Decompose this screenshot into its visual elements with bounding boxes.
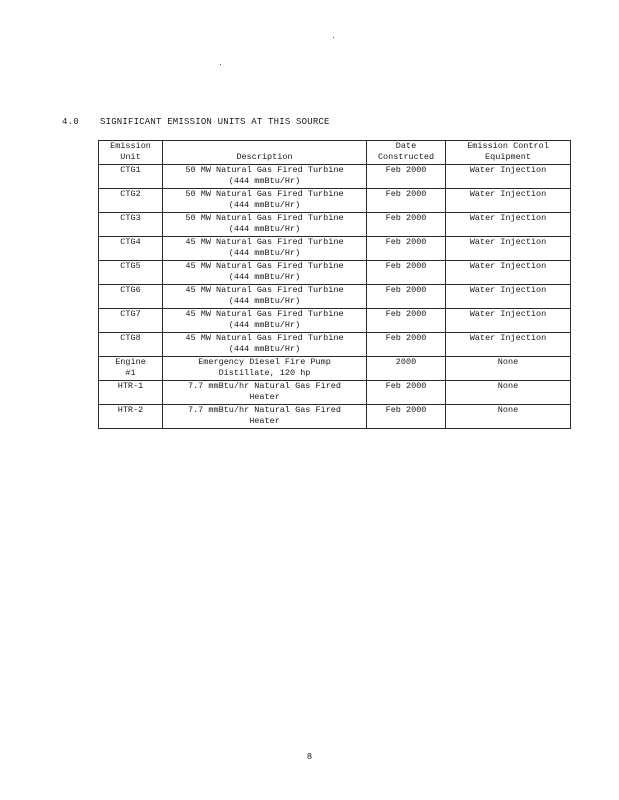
table-row [99, 165, 571, 189]
table-header-row [99, 141, 571, 165]
description-cell: 45 MW Natural Gas Fired Turbine (444 mmBtu/Hr) [163, 309, 367, 333]
description-cell: 45 MW Natural Gas Fired Turbine (444 mmBtu/Hr) [163, 285, 367, 309]
section-heading [62, 117, 330, 127]
date-constructed-cell: Feb 2000 [367, 381, 446, 405]
table-row [99, 357, 571, 381]
description-cell: 50 MW Natural Gas Fired Turbine (444 mmBtu/Hr) [163, 213, 367, 237]
date-constructed-cell: Feb 2000 [367, 309, 446, 333]
section-title: SIGNIFICANT EMISSION UNITS AT THIS SOURCE [100, 117, 330, 127]
description-cell: 7.7 mmBtu/hr Natural Gas Fired Heater [163, 381, 367, 405]
table-row [99, 309, 571, 333]
table-row [99, 405, 571, 429]
scan-speck [333, 37, 334, 38]
description-cell: 45 MW Natural Gas Fired Turbine (444 mmBtu/Hr) [163, 333, 367, 357]
emission-unit-cell: CTG3 [99, 213, 163, 237]
control-equipment-cell: Water Injection [446, 237, 571, 261]
emission-unit-cell: CTG8 [99, 333, 163, 357]
header-control-equipment: Emission Control Equipment [446, 141, 571, 165]
description-cell: 50 MW Natural Gas Fired Turbine (444 mmBtu/Hr) [163, 165, 367, 189]
description-cell: 50 MW Natural Gas Fired Turbine (444 mmBtu/Hr) [163, 189, 367, 213]
date-constructed-cell: Feb 2000 [367, 165, 446, 189]
table-row [99, 213, 571, 237]
control-equipment-cell: Water Injection [446, 309, 571, 333]
description-cell: Emergency Diesel Fire Pump Distillate, 120 hp [163, 357, 367, 381]
date-constructed-cell: Feb 2000 [367, 405, 446, 429]
control-equipment-cell: Water Injection [446, 165, 571, 189]
date-constructed-cell: 2000 [367, 357, 446, 381]
date-constructed-cell: Feb 2000 [367, 261, 446, 285]
date-constructed-cell: Feb 2000 [367, 213, 446, 237]
emission-units-table [98, 140, 571, 429]
control-equipment-cell: Water Injection [446, 333, 571, 357]
table-row [99, 189, 571, 213]
control-equipment-cell: None [446, 381, 571, 405]
date-constructed-cell: Feb 2000 [367, 285, 446, 309]
description-cell: 45 MW Natural Gas Fired Turbine (444 mmBtu/Hr) [163, 237, 367, 261]
table-row [99, 285, 571, 309]
emission-unit-cell: CTG2 [99, 189, 163, 213]
emission-unit-cell: HTR-1 [99, 381, 163, 405]
header-description: Description [163, 141, 367, 165]
section-number: 4.0 [62, 117, 79, 127]
table-row [99, 381, 571, 405]
control-equipment-cell: Water Injection [446, 285, 571, 309]
table-body [99, 165, 571, 429]
control-equipment-cell: Water Injection [446, 213, 571, 237]
control-equipment-cell: Water Injection [446, 189, 571, 213]
page-number: 8 [306, 752, 313, 762]
table-row [99, 333, 571, 357]
emission-unit-cell: CTG7 [99, 309, 163, 333]
header-emission-unit: Emission Unit [99, 141, 163, 165]
emission-unit-cell: HTR-2 [99, 405, 163, 429]
emission-unit-cell: CTG5 [99, 261, 163, 285]
table-row [99, 261, 571, 285]
description-cell: 7.7 mmBtu/hr Natural Gas Fired Heater [163, 405, 367, 429]
emission-unit-cell: CTG1 [99, 165, 163, 189]
emission-unit-cell: CTG6 [99, 285, 163, 309]
emission-unit-cell: Engine #1 [99, 357, 163, 381]
header-date-constructed: Date Constructed [367, 141, 446, 165]
emission-unit-cell: CTG4 [99, 237, 163, 261]
scan-speck [220, 64, 221, 65]
control-equipment-cell: Water Injection [446, 261, 571, 285]
control-equipment-cell: None [446, 405, 571, 429]
date-constructed-cell: Feb 2000 [367, 333, 446, 357]
table-row [99, 237, 571, 261]
description-cell: 45 MW Natural Gas Fired Turbine (444 mmBtu/Hr) [163, 261, 367, 285]
date-constructed-cell: Feb 2000 [367, 237, 446, 261]
control-equipment-cell: None [446, 357, 571, 381]
date-constructed-cell: Feb 2000 [367, 189, 446, 213]
